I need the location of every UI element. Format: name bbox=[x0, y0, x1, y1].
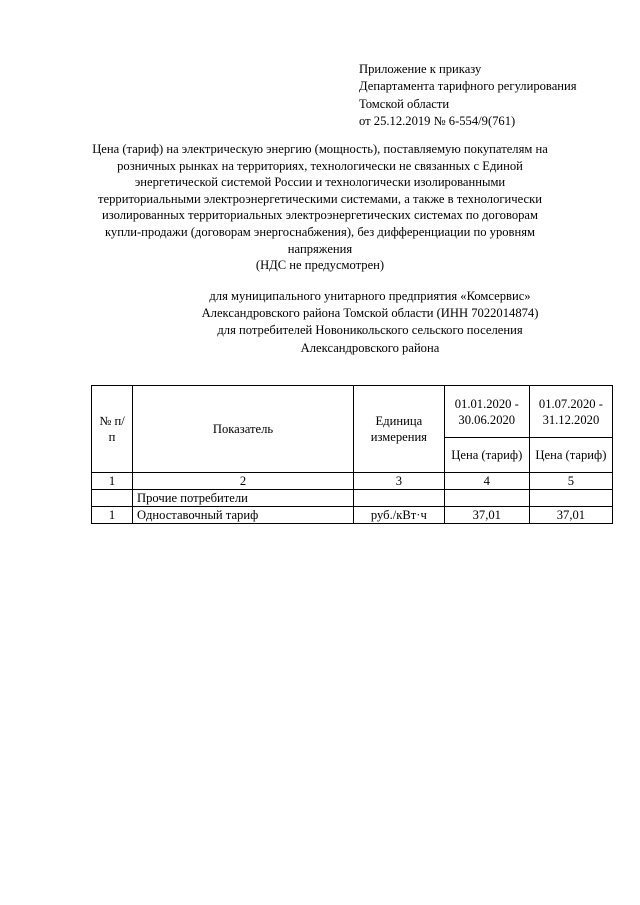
header-indicator: Показатель bbox=[133, 386, 354, 473]
group-label: Прочие потребители bbox=[133, 490, 354, 507]
title-line: Цена (тариф) на электрическую энергию (мощность), поставляемую покупателям на bbox=[92, 142, 548, 156]
header-num: № п/п bbox=[92, 386, 133, 473]
organization-line: для потребителей Новоникольского сельского поселения bbox=[217, 323, 523, 338]
row-num: 1 bbox=[92, 507, 133, 524]
index-cell: 1 bbox=[92, 473, 133, 490]
index-cell: 2 bbox=[133, 473, 354, 490]
group-empty-cell bbox=[444, 490, 529, 507]
organization-block bbox=[70, 288, 640, 357]
header-price-1: Цена (тариф) bbox=[444, 438, 529, 473]
tariff-table bbox=[91, 385, 613, 524]
header-period-1: 01.01.2020 - 30.06.2020 bbox=[444, 386, 529, 438]
row-indicator: Одноставочный тариф bbox=[133, 507, 354, 524]
appendix-line: Томской области bbox=[359, 96, 450, 111]
title-line: энергетической системой России и технологически изолированными bbox=[134, 175, 506, 190]
index-cell: 4 bbox=[444, 473, 529, 490]
organization-line: Александровского района Томской области (ИНН 7022014874) bbox=[201, 306, 539, 321]
group-empty-cell bbox=[353, 490, 444, 507]
index-cell: 5 bbox=[529, 473, 612, 490]
row-unit: руб./кВт·ч bbox=[353, 507, 444, 524]
appendix-line: Департамента тарифного регулирования bbox=[359, 79, 577, 94]
title-line: розничных рынках на территориях, технологически не связанных с Единой bbox=[117, 158, 523, 173]
appendix-line: Приложение к приказу bbox=[359, 62, 482, 76]
organization-line: Александровского района bbox=[300, 340, 440, 355]
index-cell: 3 bbox=[353, 473, 444, 490]
title-line: напряжения bbox=[287, 241, 353, 256]
header-period-2: 01.07.2020 - 31.12.2020 bbox=[529, 386, 612, 438]
row-value-2: 37,01 bbox=[529, 507, 612, 524]
row-value-1: 37,01 bbox=[444, 507, 529, 524]
title-line: изолированных территориальных электроэнергетических системах по договорам bbox=[101, 208, 538, 223]
organization-line: для муниципального унитарного предприятия «Комсервис» bbox=[209, 289, 531, 303]
header-unit: Единица измерения bbox=[353, 386, 444, 473]
appendix-header bbox=[359, 61, 577, 131]
appendix-line: от 25.12.2019 № 6-554/9(761) bbox=[359, 114, 516, 129]
group-empty-cell bbox=[529, 490, 612, 507]
header-price-2: Цена (тариф) bbox=[529, 438, 612, 473]
title-line: территориальными электроэнергетическими системами, а также в технологически bbox=[98, 191, 542, 206]
group-empty-cell bbox=[92, 490, 133, 507]
group-row bbox=[92, 490, 613, 507]
index-row bbox=[92, 473, 613, 490]
title-line: купли-продажи (договорам энергоснабжения), без дифференциации по уровням bbox=[104, 224, 536, 239]
title-line: (НДС не предусмотрен) bbox=[255, 258, 385, 273]
document-title bbox=[70, 141, 570, 274]
table-row bbox=[92, 507, 613, 524]
